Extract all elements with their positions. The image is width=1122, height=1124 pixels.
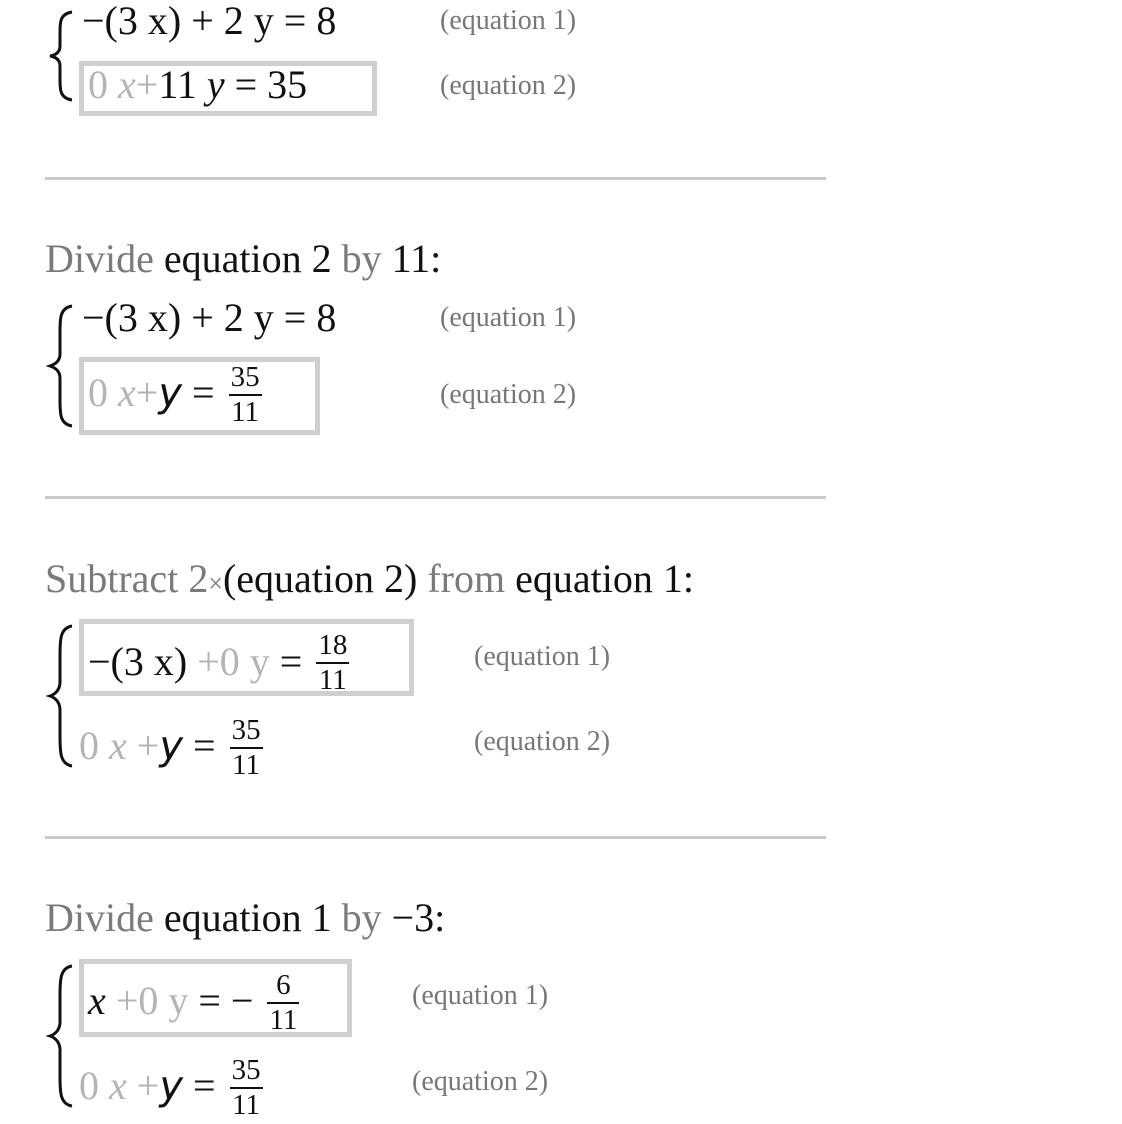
var-y: y [159,1063,183,1110]
left-brace-icon [46,962,76,1110]
plus-sign: + [135,62,159,107]
step-instruction [45,236,441,282]
equals-sign: = [193,1063,216,1109]
times-sign: × [208,569,223,598]
numerator: 18 [316,629,349,664]
instr-source: (equation 2) [222,556,418,601]
equation-2 [79,716,263,784]
equation-1: −(3 x) + 2 y = 8 [82,295,337,340]
fraction [316,629,349,697]
zero-term: +0 y [115,978,189,1024]
denominator: 11 [231,396,260,428]
var-x: x [88,978,106,1024]
instr-by: by [341,236,382,281]
fraction [230,714,263,782]
instr-verb: Subtract [45,556,179,601]
numerator: 6 [267,969,299,1004]
divider [45,177,826,180]
equation-1-label: (equation 1) [440,302,577,333]
step-instruction [45,895,445,941]
var-x: x [118,370,136,416]
instr-target: equation 2 [163,236,332,281]
zero-term: +0 y [197,639,270,685]
equation-2 [88,363,262,431]
instr-verb: Divide [45,895,154,940]
equation-2 [88,62,307,108]
plus-sign: + [136,1063,160,1109]
plus-sign: + [136,723,160,769]
var-x: x [109,1063,127,1109]
equals-sign: = [192,370,215,416]
left-brace-icon [46,302,76,430]
coef-x: 0 [79,723,99,769]
rhs-value: 35 [267,62,308,107]
equation-2-label: (equation 2) [440,70,577,101]
var-y: y [206,62,225,107]
denominator: 11 [269,1004,298,1036]
instr-value: −3 [391,895,435,940]
coef-x: 0 [88,62,108,107]
equation-1-label: (equation 1) [440,5,577,36]
equals-sign: = [234,62,258,107]
instr-by: by [341,895,382,940]
instr-colon: : [682,556,694,601]
instr-multiplier: 2 [188,556,209,601]
denominator: 11 [318,664,347,696]
instr-colon: : [434,895,446,940]
fraction [229,361,262,429]
equation-2-label: (equation 2) [474,726,611,757]
instr-colon: : [430,236,442,281]
instr-verb: Divide [45,236,154,281]
denominator: 11 [232,1089,261,1121]
coef-y: 11 [158,62,197,107]
numerator: 35 [229,361,262,396]
fraction [230,1054,263,1122]
equals-sign: = [193,723,216,769]
equals-sign: = [279,639,303,685]
divider [45,836,826,839]
equals-minus: = − [198,978,254,1024]
instr-target: equation 1 [515,556,683,601]
instr-target: equation 1 [163,895,332,940]
equation-1: −(3 x) + 2 y = 8 [82,0,337,43]
left-brace-icon [46,8,76,104]
var-y: y [158,370,182,417]
coef-x: 0 [79,1063,99,1109]
numerator: 35 [230,1054,263,1089]
lhs-term: −(3 x) [88,639,188,685]
step-instruction [45,556,694,607]
equation-2-label: (equation 2) [412,1066,549,1097]
denominator: 11 [232,749,261,781]
var-x: x [109,723,127,769]
var-y: y [159,723,183,770]
numerator: 35 [230,714,263,749]
instr-value: 11 [391,236,431,281]
equation-1-label: (equation 1) [474,641,611,672]
equation-2 [79,1056,263,1124]
equation-2-label: (equation 2) [440,379,577,410]
fraction [267,969,299,1037]
divider [45,496,826,499]
var-x: x [118,62,136,107]
equation-1 [88,971,299,1039]
plus-sign: + [135,370,159,416]
equation-1-label: (equation 1) [412,980,549,1011]
left-brace-icon [46,622,76,770]
equation-1 [88,629,349,700]
coef-x: 0 [88,370,108,416]
instr-from: from [427,556,506,601]
